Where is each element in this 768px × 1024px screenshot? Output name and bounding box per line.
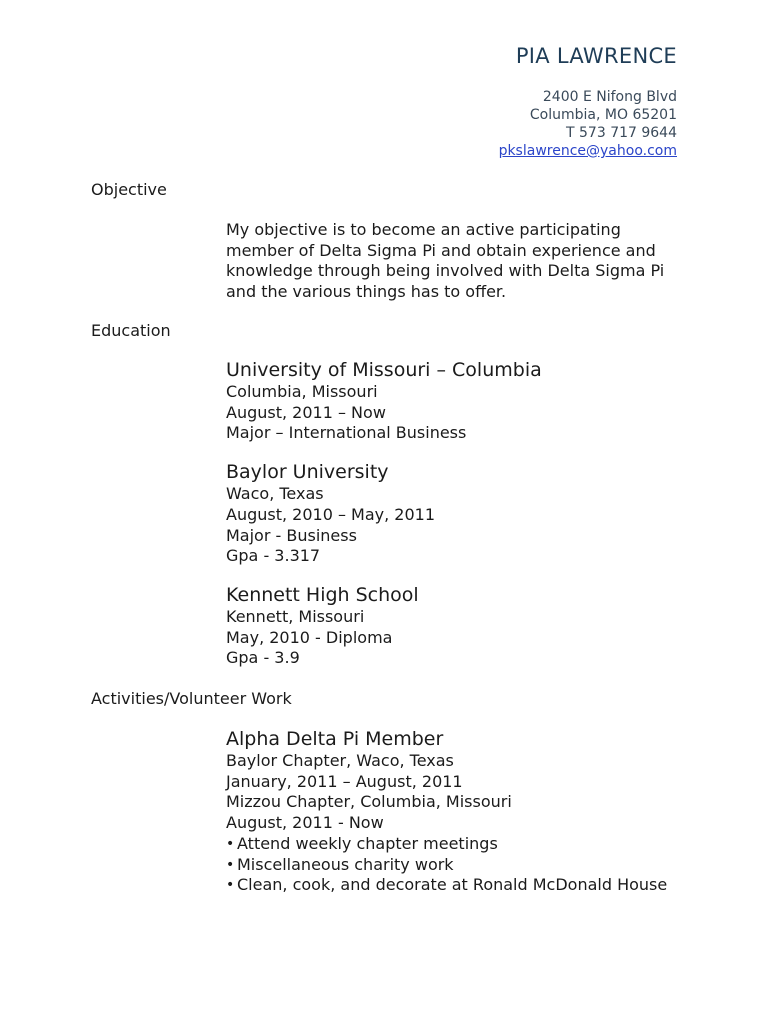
list-item bbox=[226, 875, 676, 896]
school-location: Columbia, Missouri bbox=[226, 382, 378, 401]
school-major: Major - Business bbox=[226, 525, 357, 545]
activity-detail: January, 2011 – August, 2011 bbox=[226, 771, 463, 791]
activity-detail: Baylor Chapter, Waco, Texas bbox=[226, 751, 454, 770]
school-gpa: Gpa - 3.317 bbox=[226, 546, 321, 566]
education-entry bbox=[226, 359, 676, 444]
objective-text: My objective is to become an active participating member of Delta Sigma Pi and obtain experience and knowledge through being involved with Delta Sigma Pi and the various things has to offer. bbox=[226, 220, 665, 302]
bullet-icon: • bbox=[226, 856, 235, 873]
email-wrapper bbox=[499, 142, 677, 160]
email-link[interactable]: pkslawrence@yahoo.com bbox=[498, 143, 677, 159]
school-dates: May, 2010 - Diploma bbox=[226, 627, 393, 647]
school-location: Waco, Texas bbox=[226, 484, 324, 504]
school-name: Kennett High School bbox=[226, 583, 419, 606]
school-major: Major – International Business bbox=[226, 423, 467, 443]
school-dates: August, 2011 – Now bbox=[226, 402, 386, 422]
education-heading: Education bbox=[91, 321, 171, 340]
activity-title: Alpha Delta Pi Member bbox=[226, 728, 444, 750]
education-entry bbox=[226, 461, 676, 567]
school-gpa: Gpa - 3.9 bbox=[226, 648, 300, 668]
objective-heading: Objective bbox=[91, 180, 167, 199]
activity-bullet-list bbox=[226, 834, 676, 896]
education-list bbox=[226, 359, 676, 686]
activity-detail: Mizzou Chapter, Columbia, Missouri bbox=[226, 792, 512, 812]
school-name: Baylor University bbox=[226, 461, 389, 484]
school-location: Kennett, Missouri bbox=[226, 606, 365, 626]
bullet-icon: • bbox=[226, 835, 235, 852]
education-entry bbox=[226, 584, 676, 669]
list-item bbox=[226, 834, 676, 855]
list-item bbox=[226, 855, 676, 876]
bullet-text: Attend weekly chapter meetings bbox=[237, 833, 498, 853]
phone-number: T 573 717 9644 bbox=[566, 125, 677, 141]
applicant-name: PIA LAWRENCE bbox=[515, 44, 677, 68]
address-line-1: 2400 E Nifong Blvd bbox=[542, 89, 677, 105]
activities-list bbox=[226, 728, 676, 913]
address-line-2: Columbia, MO 65201 bbox=[529, 107, 677, 123]
activity-detail: August, 2011 - Now bbox=[226, 813, 384, 833]
contact-header bbox=[499, 42, 677, 160]
bullet-text: Clean, cook, and decorate at Ronald McDonald House bbox=[237, 875, 668, 895]
bullet-icon: • bbox=[226, 877, 235, 894]
bullet-text: Miscellaneous charity work bbox=[237, 854, 454, 874]
school-dates: August, 2010 – May, 2011 bbox=[226, 504, 436, 524]
activities-heading: Activities/Volunteer Work bbox=[91, 689, 292, 708]
school-name: University of Missouri – Columbia bbox=[226, 359, 542, 381]
activity-entry bbox=[226, 728, 676, 896]
